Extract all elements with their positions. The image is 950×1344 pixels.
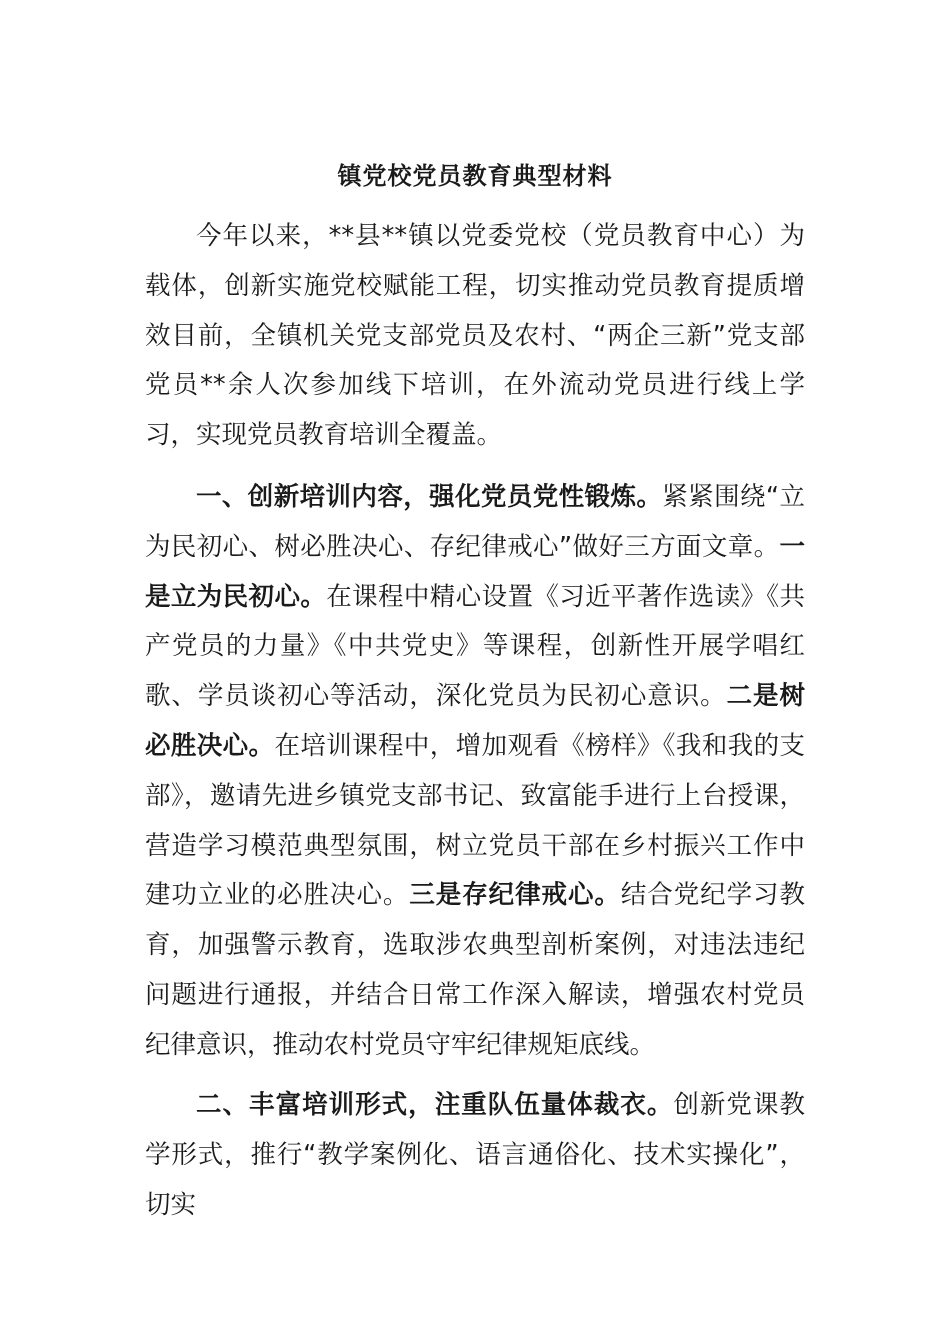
- section-1-lead: 紧紧围绕“立为民初心、树必胜决心、存纪律戒心”做好三方面文章。: [145, 482, 805, 562]
- section-1-heading: 一、创新培训内容，强化党员党性锻炼。: [196, 482, 663, 512]
- section-1-point-3-text: 结合党纪学习教育，加强警示教育，选取涉农典型剖析案例，对违法违纪问题进行通报，并结合日常工作深入解读，增强农村党员纪律意识，推动农村党员守牢纪律规矩底线。: [145, 880, 805, 1060]
- section-2-heading: 二、丰富培训形式，注重队伍量体裁衣。: [196, 1090, 674, 1120]
- section-1-point-1-text: 在课程中精心设置《习近平著作选读》《共产党员的力量》《中共党史》等课程，创新性开展学唱红歌、学员谈初心等活动，深化党员为民初心意识。: [145, 581, 805, 712]
- section-1-point-2-title: 二是树必胜决心。: [145, 681, 805, 761]
- intro-text: 今年以来，**县**镇以党委党校（党员教育中心）为载体，创新实施党校赋能工程，切实推动党员教育提质增效目前，全镇机关党支部党员及农村、“两企三新”党支部党员**余人次参加线下培训，在外流动党员进行线上学习，实现党员教育培训全覆盖。: [145, 221, 805, 451]
- section-2-paragraph: [145, 1081, 805, 1220]
- section-1-point-3-title: 三是存纪律戒心。: [409, 880, 621, 911]
- section-1-point-2-text: 在培训课程中，增加观看《榜样》《我和我的支部》，邀请先进乡镇党支部书记、致富能手进行上台授课，营造学习模范典型氛围，树立党员干部在乡村振兴工作中建功立业的必胜决心。: [145, 730, 805, 911]
- section-1-paragraph: [145, 473, 805, 1069]
- document-title: 镇党校党员教育典型材料: [337, 162, 613, 190]
- section-2-text: 创新党课教学形式，推行“教学案例化、语言通俗化、技术实操化”，切实: [145, 1090, 805, 1220]
- section-1-point-1-title: 一是立为民初心。: [145, 531, 805, 612]
- intro-paragraph: [145, 212, 805, 462]
